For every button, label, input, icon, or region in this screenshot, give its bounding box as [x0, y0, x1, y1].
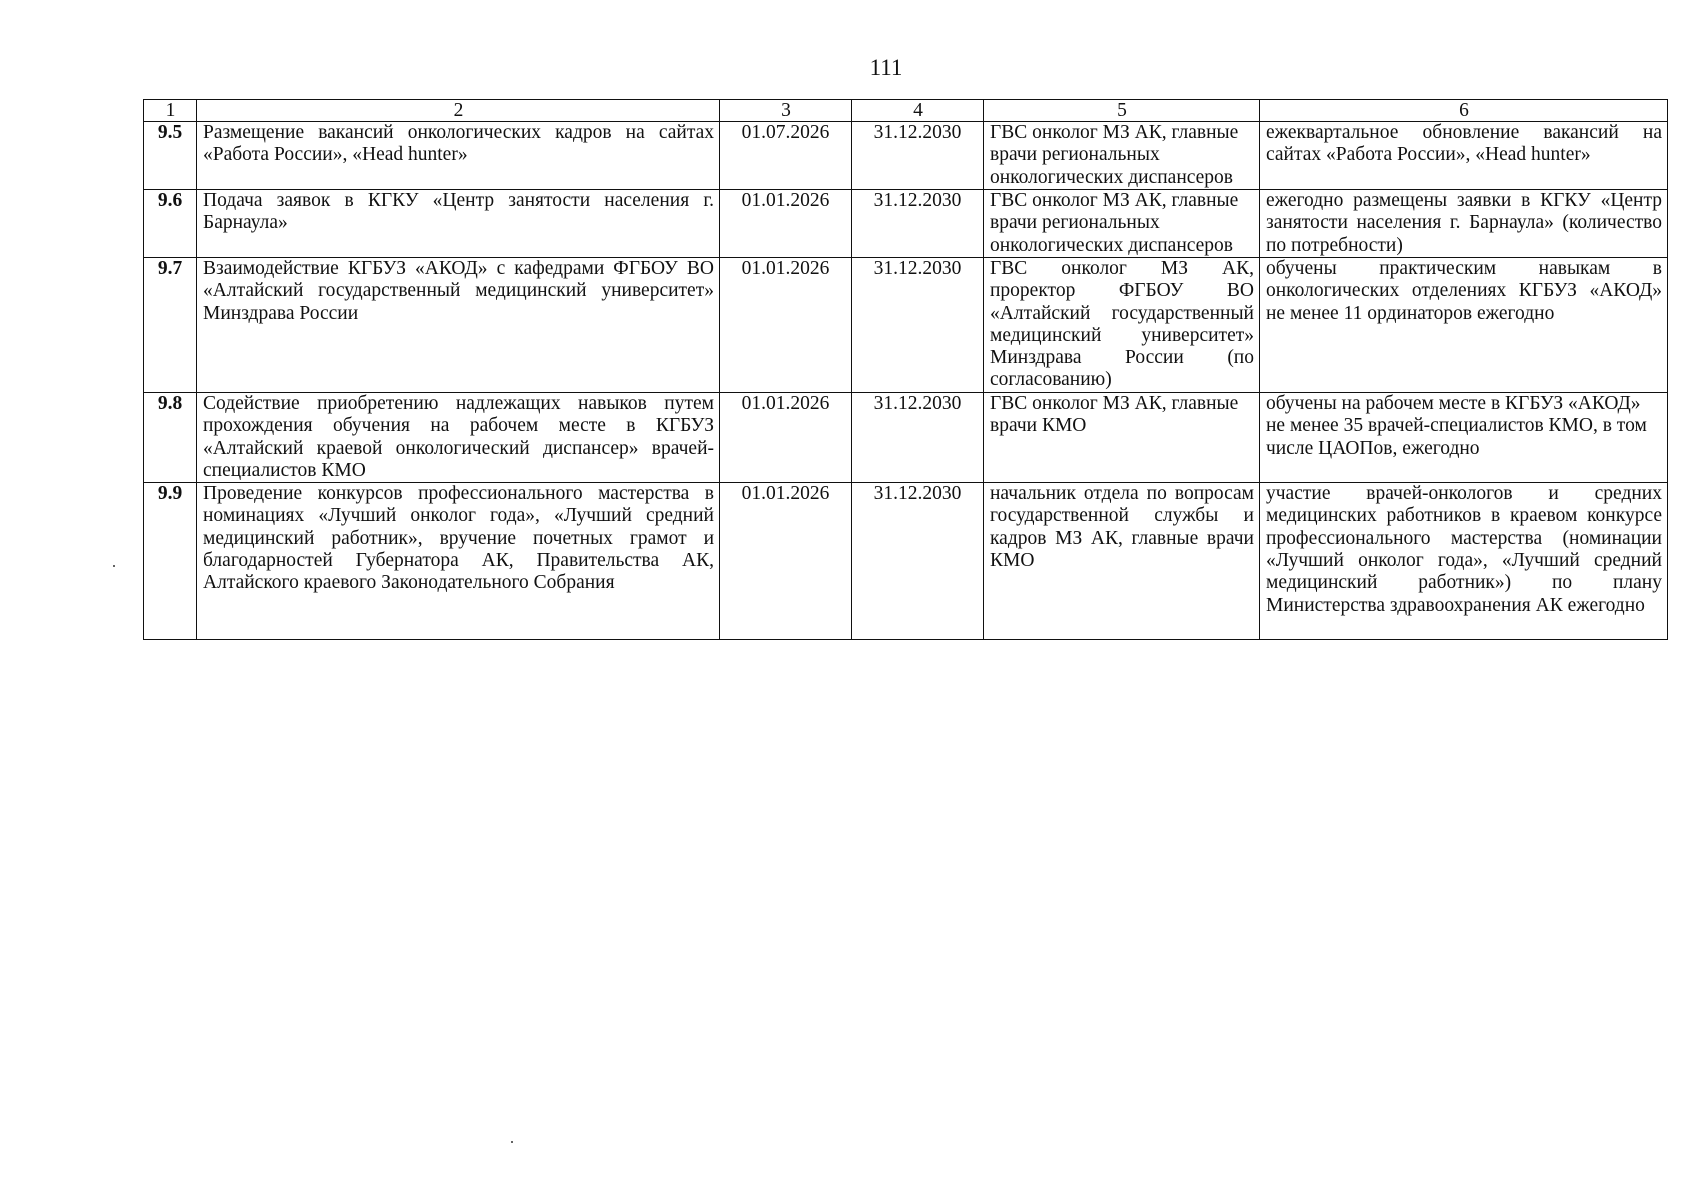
- end-date-cell: 31.12.2030: [852, 483, 984, 640]
- result-cell: обучены на рабочем месте в КГБУЗ «АКОД» не менее 35 врачей-специалистов КМО, в том числе ЦАОПов, ежегодно: [1260, 393, 1668, 483]
- table-header: [144, 100, 1668, 122]
- responsible-cell: ГВС онколог МЗ АК, главные врачи региональных онкологических диспансеров: [984, 122, 1260, 190]
- start-date-cell: 01.01.2026: [720, 483, 852, 640]
- activity-cell: Подача заявок в КГКУ «Центр занятости населения г. Барнаула»: [197, 190, 720, 258]
- end-date-cell: 31.12.2030: [852, 393, 984, 483]
- page-number: 111: [869, 55, 903, 80]
- header-col-1: 1: [144, 100, 197, 122]
- result-cell: обучены практическим навыкам в онкологических отделениях КГБУЗ «АКОД» не менее 11 ординаторов ежегодно: [1260, 258, 1668, 393]
- responsible-cell: ГВС онколог МЗ АК, главные врачи региональных онкологических диспансеров: [984, 190, 1260, 258]
- activity-cell: Взаимодействие КГБУЗ «АКОД» с кафедрами ФГБОУ ВО «Алтайский государственный медицинский университет» Минздрава России: [197, 258, 720, 393]
- start-date-cell: 01.01.2026: [720, 258, 852, 393]
- row-number: 9.5: [144, 122, 197, 190]
- end-date-cell: 31.12.2030: [852, 258, 984, 393]
- responsible-cell: ГВС онколог МЗ АК, проректор ФГБОУ ВО «Алтайский государственный медицинский университет» Минздрава России (по согласованию): [984, 258, 1260, 393]
- table-row: [144, 483, 1668, 640]
- responsible-cell: начальник отдела по вопросам государственной службы и кадров МЗ АК, главные врачи КМО: [984, 483, 1260, 640]
- header-col-5: 5: [984, 100, 1260, 122]
- table-row: [144, 190, 1668, 258]
- table-body: [144, 122, 1668, 640]
- table-row: [144, 393, 1668, 483]
- activity-plan-table: [143, 99, 1668, 640]
- row-number: 9.8: [144, 393, 197, 483]
- end-date-cell: 31.12.2030: [852, 122, 984, 190]
- result-cell: участие врачей-онкологов и средних медицинских работников в краевом конкурсе профессионального мастерства (номинации «Лучший онколог года», «Лучший средний медицинский работник») по плану Министерства здравоохранения АК ежегодно: [1260, 483, 1668, 640]
- result-cell: ежегодно размещены заявки в КГКУ «Центр занятости населения г. Барнаула» (количество по потребности): [1260, 190, 1668, 258]
- table-row: [144, 122, 1668, 190]
- header-col-6: 6: [1260, 100, 1668, 122]
- activity-cell: Содействие приобретению надлежащих навыков путем прохождения обучения на рабочем месте в КГБУЗ «Алтайский краевой онкологический диспансер» врачей-специалистов КМО: [197, 393, 720, 483]
- header-col-3: 3: [720, 100, 852, 122]
- start-date-cell: 01.01.2026: [720, 393, 852, 483]
- result-cell: ежеквартальное обновление вакансий на сайтах «Работа России», «Head hunter»: [1260, 122, 1668, 190]
- row-number: 9.7: [144, 258, 197, 393]
- row-number: 9.6: [144, 190, 197, 258]
- scan-speck: [511, 1141, 513, 1143]
- activity-cell: Проведение конкурсов профессионального мастерства в номинациях «Лучший онколог года», «Лучший средний медицинский работник», вручение почетных грамот и благодарностей Губернатора АК, Правительства АК, Алтайского краевого Законодательного Собрания: [197, 483, 720, 640]
- header-col-4: 4: [852, 100, 984, 122]
- responsible-cell: ГВС онколог МЗ АК, главные врачи КМО: [984, 393, 1260, 483]
- start-date-cell: 01.01.2026: [720, 190, 852, 258]
- header-row: [144, 100, 1668, 122]
- end-date-cell: 31.12.2030: [852, 190, 984, 258]
- table-row: [144, 258, 1668, 393]
- start-date-cell: 01.07.2026: [720, 122, 852, 190]
- activity-cell: Размещение вакансий онкологических кадров на сайтах «Работа России», «Head hunter»: [197, 122, 720, 190]
- scan-speck: [113, 565, 115, 567]
- row-number: 9.9: [144, 483, 197, 640]
- header-col-2: 2: [197, 100, 720, 122]
